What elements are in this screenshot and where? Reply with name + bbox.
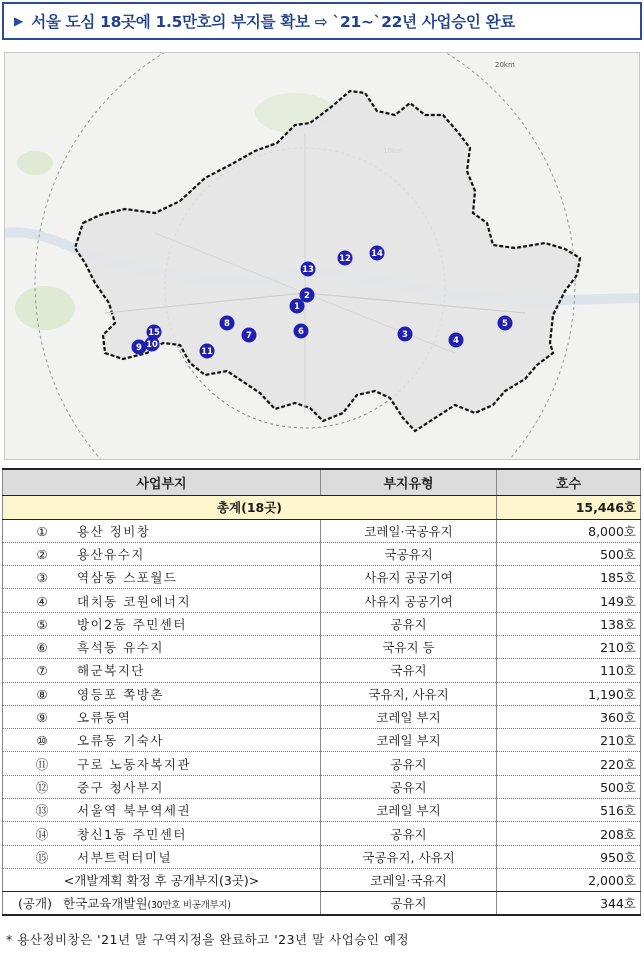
site-count: 210호 xyxy=(497,635,641,658)
site-name-cell xyxy=(3,845,321,868)
site-type: 국유지 xyxy=(321,659,497,682)
table-row xyxy=(3,566,641,589)
site-marker-6 xyxy=(294,324,309,339)
site-name-cell xyxy=(3,775,321,798)
site-name-cell xyxy=(3,542,321,565)
site-count: 185호 xyxy=(497,566,641,589)
col-header-count: 호수 xyxy=(497,469,641,495)
site-table xyxy=(2,468,641,916)
site-name-cell xyxy=(3,752,321,775)
site-count: 360호 xyxy=(497,705,641,728)
site-type: 국유지, 사유지 xyxy=(321,682,497,705)
site-name: 용산유수지 xyxy=(77,546,145,562)
table-row xyxy=(3,799,641,822)
site-name-cell xyxy=(3,612,321,635)
site-marker-14 xyxy=(370,246,385,261)
row-number: ③ xyxy=(36,570,48,586)
page-header xyxy=(2,2,642,40)
site-name: 구로 노동자복지관 xyxy=(77,756,192,772)
site-marker-3 xyxy=(398,327,413,342)
row-number: ⑬ xyxy=(35,803,49,819)
svg-text:6: 6 xyxy=(298,327,304,337)
plan-type: 코레일·국유지 xyxy=(321,868,497,891)
table-row xyxy=(3,822,641,845)
site-count: 208호 xyxy=(497,822,641,845)
table-row xyxy=(3,729,641,752)
site-count: 220호 xyxy=(497,752,641,775)
svg-text:10: 10 xyxy=(146,340,158,350)
site-marker-5 xyxy=(498,316,513,331)
footnote: * 용산정비창은 '21년 말 구역지정을 완료하고 '23년 말 사업승인 예정 xyxy=(6,932,410,947)
svg-text:12: 12 xyxy=(339,254,351,264)
site-name-cell xyxy=(3,566,321,589)
seoul-site-map xyxy=(4,52,640,460)
site-name: 해군복지단 xyxy=(77,663,145,679)
site-name: 대치동 코원에너지 xyxy=(77,593,192,609)
svg-text:7: 7 xyxy=(246,331,252,341)
site-type: 국공유지 xyxy=(321,542,497,565)
total-row xyxy=(3,495,641,519)
svg-text:11: 11 xyxy=(201,347,213,357)
row-number: ① xyxy=(36,523,48,539)
site-count: 8,000호 xyxy=(497,519,641,542)
row-number: ⑭ xyxy=(35,826,49,842)
site-name: 서부트럭터미널 xyxy=(77,849,173,865)
row-number: ⑪ xyxy=(35,756,49,772)
table-header-row xyxy=(3,469,641,495)
site-type: 공유지 xyxy=(321,612,497,635)
site-name: 방이2동 주민센터 xyxy=(77,616,187,632)
site-type: 코레일·국공유지 xyxy=(321,519,497,542)
plan-row xyxy=(3,868,641,891)
site-count: 500호 xyxy=(497,542,641,565)
svg-text:5: 5 xyxy=(502,319,508,329)
scale-20km-label: 20km xyxy=(495,61,515,69)
table-row xyxy=(3,705,641,728)
site-count: 516호 xyxy=(497,799,641,822)
svg-text:9: 9 xyxy=(136,343,142,353)
site-marker-11 xyxy=(200,344,215,359)
row-number: ⑮ xyxy=(35,849,49,865)
public-site-cell xyxy=(3,892,321,915)
plan-count: 2,000호 xyxy=(497,868,641,891)
site-name-cell xyxy=(3,682,321,705)
table-row xyxy=(3,519,641,542)
col-header-type: 부지유형 xyxy=(321,469,497,495)
site-type: 코레일 부지 xyxy=(321,705,497,728)
svg-text:3: 3 xyxy=(402,330,408,340)
site-count: 138호 xyxy=(497,612,641,635)
svg-text:13: 13 xyxy=(302,265,314,275)
site-name: 오류동역 xyxy=(77,710,132,726)
svg-text:8: 8 xyxy=(224,319,230,329)
public-site-note: (30만호 비공개부지) xyxy=(147,900,231,912)
table-row xyxy=(3,542,641,565)
site-name-cell xyxy=(3,799,321,822)
site-name: 용산 정비창 xyxy=(77,523,151,539)
site-name-cell xyxy=(3,659,321,682)
svg-text:15: 15 xyxy=(148,328,160,338)
svg-text:4: 4 xyxy=(453,336,459,346)
site-type: 공유지 xyxy=(321,752,497,775)
site-marker-15 xyxy=(147,325,162,340)
site-type: 공유지 xyxy=(321,822,497,845)
public-count: 344호 xyxy=(497,892,641,915)
site-count: 1,190호 xyxy=(497,682,641,705)
site-marker-8 xyxy=(220,316,235,331)
public-tag: (공개) xyxy=(18,896,52,912)
site-count: 500호 xyxy=(497,775,641,798)
site-count: 149호 xyxy=(497,589,641,612)
site-type: 사유지 공공기여 xyxy=(321,566,497,589)
row-number: ② xyxy=(36,546,48,562)
public-row xyxy=(3,892,641,915)
site-count: 110호 xyxy=(497,659,641,682)
site-count: 950호 xyxy=(497,845,641,868)
site-marker-13 xyxy=(301,262,316,277)
table-row xyxy=(3,659,641,682)
site-name: 흑석동 유수지 xyxy=(77,640,164,656)
triangle-bullet-icon: ▶ xyxy=(14,14,24,28)
site-count: 210호 xyxy=(497,729,641,752)
row-number: ⑦ xyxy=(36,663,48,679)
site-marker-2 xyxy=(300,288,315,303)
table-row xyxy=(3,612,641,635)
site-marker-9 xyxy=(132,340,147,355)
public-site-name: 한국교육개발원 xyxy=(63,896,148,912)
site-name-cell xyxy=(3,635,321,658)
svg-text:14: 14 xyxy=(371,249,383,259)
site-name: 창신1동 주민센터 xyxy=(77,826,187,842)
table-row xyxy=(3,752,641,775)
site-name-cell xyxy=(3,705,321,728)
table-row xyxy=(3,775,641,798)
seoul-map-svg xyxy=(5,53,640,460)
site-marker-7 xyxy=(242,328,257,343)
svg-text:2: 2 xyxy=(304,291,310,301)
public-type: 공유지 xyxy=(321,892,497,915)
table-row xyxy=(3,635,641,658)
site-marker-12 xyxy=(338,251,353,266)
page-title: 서울 도심 18곳에 1.5만호의 부지를 확보 ⇨ `21~`22년 사업승인 완료 xyxy=(31,13,515,31)
row-number: ⑧ xyxy=(36,686,48,702)
site-type: 사유지 공공기여 xyxy=(321,589,497,612)
site-name: 서울역 북부역세권 xyxy=(77,803,192,819)
site-type: 코레일 부지 xyxy=(321,799,497,822)
table-row xyxy=(3,845,641,868)
row-number: ⑨ xyxy=(36,710,48,726)
site-name: 중구 청사부지 xyxy=(77,779,164,795)
site-name-cell xyxy=(3,822,321,845)
table-row xyxy=(3,682,641,705)
svg-text:1: 1 xyxy=(294,302,300,312)
site-name: 영등포 쪽방촌 xyxy=(77,686,164,702)
plan-label: <개발계획 확정 후 공개부지(3곳)> xyxy=(3,868,321,891)
col-header-site: 사업부지 xyxy=(3,469,321,495)
site-type: 국유지 등 xyxy=(321,635,497,658)
row-number: ⑩ xyxy=(36,733,48,749)
site-name: 역삼동 스포월드 xyxy=(77,570,178,586)
row-number: ④ xyxy=(36,593,48,609)
total-count: 15,446호 xyxy=(497,495,641,519)
row-number: ⑫ xyxy=(35,779,49,795)
table-row xyxy=(3,589,641,612)
row-number: ⑥ xyxy=(36,640,48,656)
site-marker-4 xyxy=(449,333,464,348)
site-name-cell xyxy=(3,589,321,612)
site-type: 코레일 부지 xyxy=(321,729,497,752)
row-number: ⑤ xyxy=(36,616,48,632)
site-name: 오류동 기숙사 xyxy=(77,733,164,749)
site-type: 국공유지, 사유지 xyxy=(321,845,497,868)
total-label: 총계(18곳) xyxy=(3,495,497,519)
site-name-cell xyxy=(3,729,321,752)
site-type: 공유지 xyxy=(321,775,497,798)
site-name-cell xyxy=(3,519,321,542)
